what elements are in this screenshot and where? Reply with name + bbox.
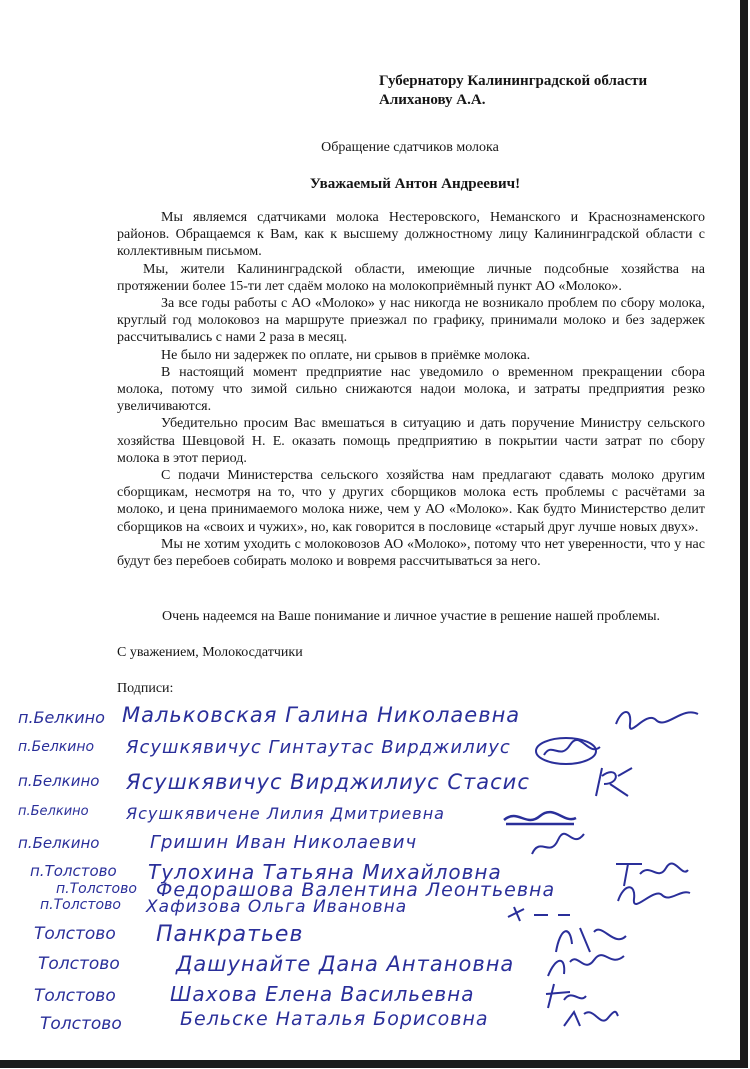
handwritten-signature-mark (588, 764, 638, 800)
signature-row (0, 702, 740, 734)
signature-row (0, 770, 740, 802)
paragraph-2: Мы, жители Калининградской области, имеющие личные подсобные хозяйства на протяжении более 15-ти лет сдаём молоко на молокоприёмный пункт АО «Молоко». (117, 261, 705, 294)
salutation: Уважаемый Антон Андреевич! (309, 176, 521, 192)
handwritten-signature-mark (528, 830, 588, 860)
signature-village: п.Белкино (18, 834, 100, 852)
signature-name: Ясушкявичене Лилия Дмитриевна (126, 804, 445, 823)
signature-village: п.Белкино (18, 804, 89, 819)
signature-village: Толстово (40, 1014, 122, 1034)
paragraph-5: В настоящий момент предприятие нас уведомило о временном прекращении сбора молока, потому что зимой сильно снижаются надои молока, и затраты предприятия резко увеличиваются. (117, 364, 705, 415)
addressee-line-1: Губернатору Калининградской области (379, 73, 648, 89)
addressee-line-2: Алиханову А.А. (379, 92, 486, 108)
signature-village: п.Толстово (30, 862, 117, 880)
letter-body (117, 209, 705, 570)
signature-row (0, 735, 740, 767)
signature-name: Гришин Иван Николаевич (150, 832, 418, 853)
handwritten-signature-mark (500, 806, 580, 830)
paragraph-8: Мы не хотим уходить с молоковозов АО «Молоко», потому что нет уверенности, что у нас будут без перебоев собирать молоко и вовремя рассчитываться за него. (117, 536, 705, 570)
signature-row (0, 1008, 740, 1040)
handwritten-signature-mark (530, 735, 610, 767)
signature-name: Бельске Наталья Борисовна (180, 1008, 489, 1030)
letter-title: Обращение сдатчиков молока (321, 140, 499, 155)
handwritten-signature-mark (612, 704, 702, 732)
signature-village: Толстово (34, 986, 116, 1006)
closing-line: Очень надеемся на Ваше понимание и личное участие в решение нашей проблемы. (161, 609, 661, 624)
paragraph-3: За все годы работы с АО «Молоко» у нас никогда не возникало проблем по сбору молока, круглый год молоковоз на маршруте приезжал по графику, принимали молоко и без задержек рассчитывались с нами 2 раза в месяц. (117, 296, 705, 346)
paragraph-4: Не было ни задержек по оплате, ни срывов в приёмке молока. (161, 347, 531, 363)
signature-village: п.Толстово (40, 897, 121, 913)
signature-name: Хафизова Ольга Ивановна (146, 897, 408, 917)
signature-name: Дашунайте Дана Антановна (176, 952, 515, 976)
signature-name: Федорашова Валентина Леонтьевна (156, 879, 556, 901)
signature-name: Мальковская Галина Николаевна (122, 703, 521, 727)
signature-name: Ясушкявичус Гинтаутас Вирджилиус (126, 737, 511, 758)
signature-village: п.Белкино (18, 739, 95, 755)
signature-name: Панкратьев (156, 922, 304, 947)
signature-village: Толстово (38, 954, 120, 974)
regards-line: С уважением, Молокосдатчики (117, 645, 303, 660)
handwritten-signature-mark (544, 948, 628, 982)
signature-village: п.Толстово (56, 881, 137, 897)
signature-name: Ясушкявичус Вирджилиус Стасис (126, 770, 530, 794)
signature-village: п.Белкино (18, 708, 105, 727)
handwritten-signature-mark (560, 1004, 620, 1034)
paragraph-7: С подачи Министерства сельского хозяйства нам предлагают сдавать молоко другим сборщикам, несмотря на то, что у других сборщиков молока есть проблемы с расчётами за молоко, и цена принимаемого молока ниже, чем у АО «Молоко». Как будто Министерство делит сборщиков на «своих и чужих», но, как говорится в пословице «старый друг лучше новых двух». (117, 468, 705, 535)
signatures-label: Подписи: (117, 681, 174, 696)
paragraph-1: Мы являемся сдатчиками молока Нестеровского, Неманского и Краснознаменского районов. Обращаемся к Вам, как к высшему должностному лицу Калининградской области с коллективным письмом. (117, 210, 705, 260)
signature-name: Шахова Елена Васильевна (170, 982, 475, 1006)
paragraph-6: Убедительно просим Вас вмешаться в ситуацию и дать поручение Министру сельского хозяйства Шевцовой Н. Е. оказать помощь предприятию в покрытии части затрат по сбору молока в этот период. (117, 416, 705, 466)
signature-name: Тулохина Татьяна Михайловна (148, 860, 502, 884)
signature-village: п.Белкино (18, 772, 100, 790)
signature-village: Толстово (34, 924, 116, 944)
addressee-block (379, 72, 647, 110)
